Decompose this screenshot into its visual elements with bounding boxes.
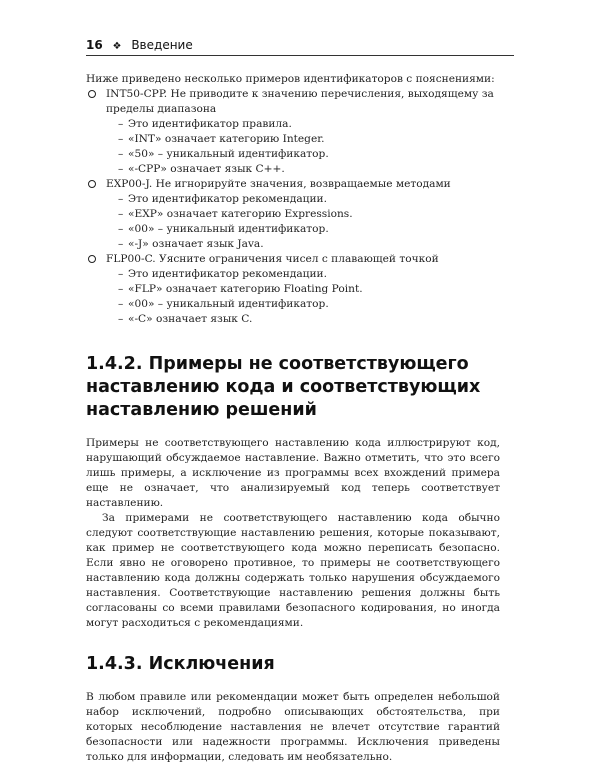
- page-header: [86, 38, 193, 52]
- example-item: [86, 252, 500, 327]
- paragraph: Примеры не соответствующего наставлению кода иллюстрируют код, нарушающий обсуждаемое наставление. Важно отметить, что это всего лишь примеры, а исключение из программы всех вхождений примера еще не означает, что анализируемый код теперь соответствует наставлению.: [86, 437, 500, 509]
- page-body: [86, 72, 500, 765]
- page-number: 16: [86, 38, 103, 52]
- example-item: [86, 177, 500, 252]
- running-title: Введение: [131, 38, 193, 52]
- example-title: EXP00-J. Не игнорируйте значения, возвращаемые методами: [106, 178, 451, 190]
- detail-item: – «00» – уникальный идентификатор.: [118, 222, 500, 237]
- detail-item: – «-C» означает язык C.: [118, 312, 500, 327]
- detail-item: – «EXP» означает категорию Expressions.: [118, 207, 500, 222]
- detail-item: – Это идентификатор правила.: [118, 117, 500, 132]
- header-rule: [86, 55, 514, 56]
- example-title: INT50-CPP. Не приводите к значению перечисления, выходящему за пределы диапазона: [106, 88, 494, 115]
- example-title: FLP00-C. Уясните ограничения чисел с плавающей точкой: [106, 253, 439, 265]
- examples-list: [86, 87, 500, 327]
- detail-item: – «50» – уникальный идентификатор.: [118, 147, 500, 162]
- intro-text: Ниже приведено несколько примеров идентификаторов с пояснениями:: [86, 73, 495, 85]
- detail-item: – «-J» означает язык Java.: [118, 237, 500, 252]
- circle-bullet-icon: [88, 180, 96, 188]
- detail-item: – «INT» означает категорию Integer.: [118, 132, 500, 147]
- example-details: [106, 117, 500, 177]
- example-item: [86, 87, 500, 177]
- section-heading: 1.4.2. Примеры не соответствующего наставлению кода и соответствующих наставлению решений: [86, 354, 481, 420]
- paragraph: В любом правиле или рекомендации может быть определен небольшой набор исключений, подробно описывающих обстоятельства, при которых несоблюдение наставления не влечет отсутствие гарантий безопасности или надежности программы. Исключения приведены только для информации, следовать им необязательно.: [86, 691, 500, 763]
- separator-icon: ❖: [112, 41, 122, 52]
- detail-item: – «00» – уникальный идентификатор.: [118, 297, 500, 312]
- example-details: [106, 192, 500, 252]
- detail-item: – «FLP» означает категорию Floating Point.: [118, 282, 500, 297]
- circle-bullet-icon: [88, 255, 96, 263]
- section-heading: 1.4.3. Исключения: [86, 654, 275, 674]
- detail-item: – Это идентификатор рекомендации.: [118, 192, 500, 207]
- detail-item: – «-CPP» означает язык C++.: [118, 162, 500, 177]
- paragraph: За примерами не соответствующего наставлению кода обычно следуют соответствующие наставлению решения, которые показывают, как пример не соответствующего кода можно переписать безопасно. Если явно не оговорено противное, то примеры не соответствующего наставлению кода должны содержать только нарушения обсуждаемого наставления. Соответствующие наставлению решения должны быть согласованы со всеми правилами безопасного кодирования, но иногда могут расходиться с рекомендациями.: [86, 512, 500, 629]
- circle-bullet-icon: [88, 90, 96, 98]
- example-details: [106, 267, 500, 327]
- detail-item: – Это идентификатор рекомендации.: [118, 267, 500, 282]
